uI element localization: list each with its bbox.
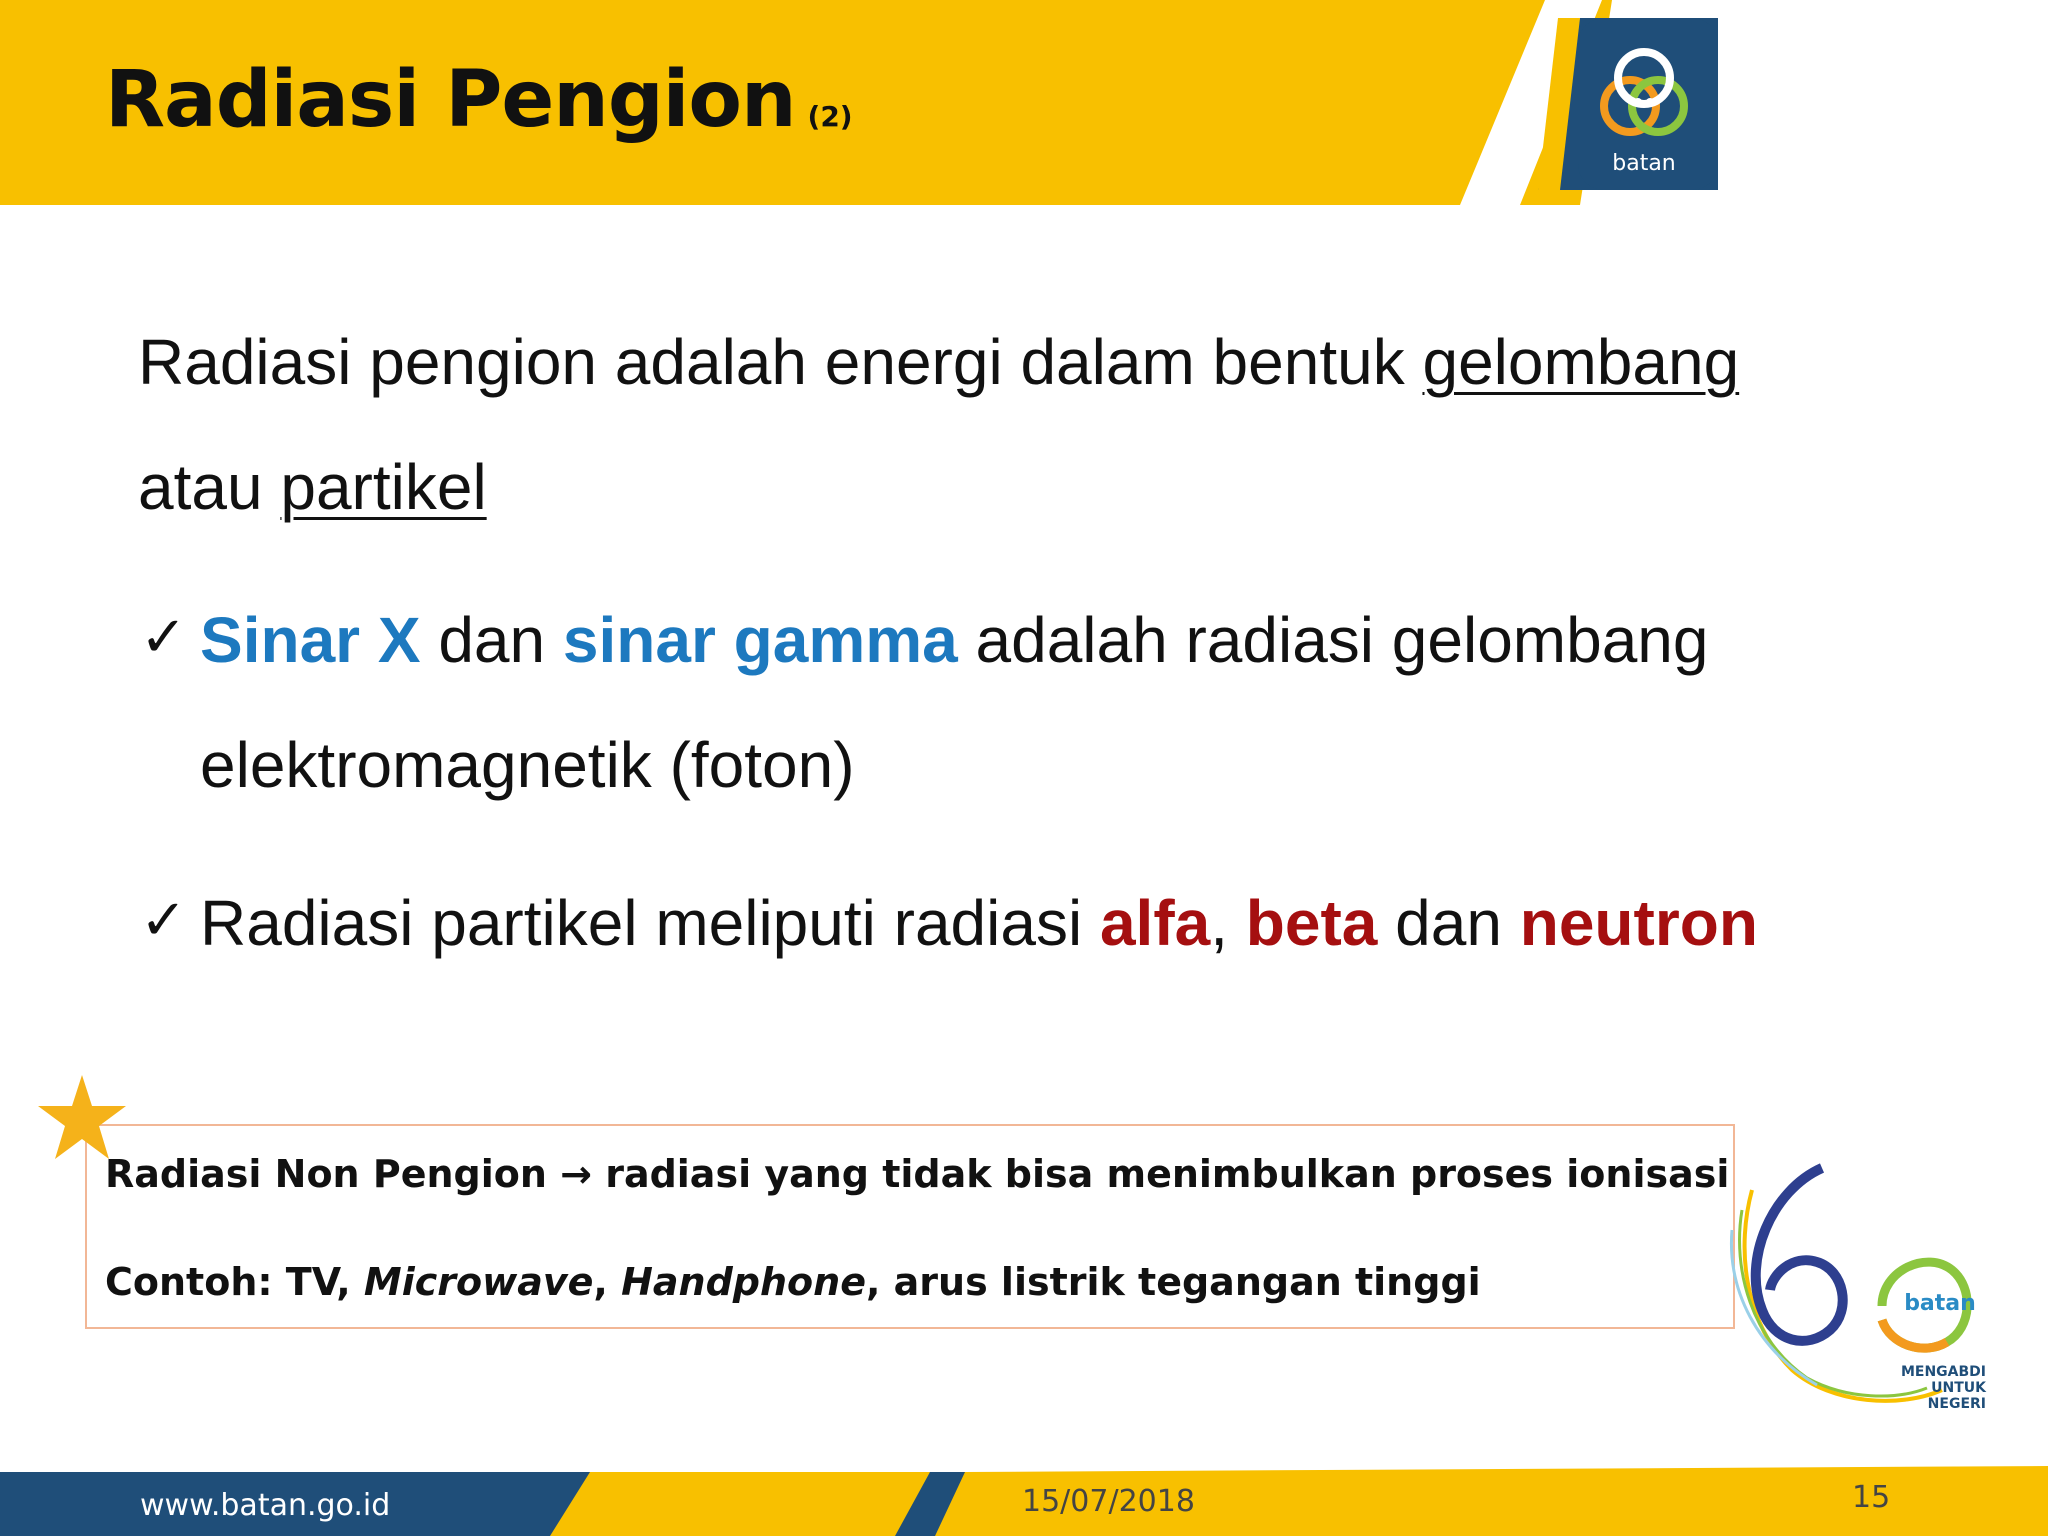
term-neutron: neutron [1519, 887, 1758, 959]
term-handphone: Handphone [621, 1260, 866, 1304]
bullet-2-text: Radiasi partikel meliputi radiasi [200, 887, 1100, 959]
intro-line-1 [138, 325, 1739, 399]
bullet-1-line-2: elektromagnetik (foton) [200, 729, 855, 801]
batan-logo-text: batan [1612, 151, 1676, 176]
slide-title [105, 55, 853, 145]
box-line-2-prefix: Contoh: TV, [105, 1260, 364, 1304]
anniversary-brand: batan [1904, 1291, 1976, 1316]
slide-title-text: Radiasi Pengion [105, 55, 796, 145]
term-gelombang: gelombang [1422, 326, 1740, 398]
box-line-2-suffix: , arus listrik tegangan tinggi [865, 1260, 1481, 1304]
bullet-1-line-1 [200, 603, 1708, 677]
intro-text-1: Radiasi pengion adalah energi dalam bentuk [138, 326, 1423, 398]
bullet-1-text-2: adalah radiasi gelombang [957, 604, 1709, 676]
term-microwave: Microwave [363, 1260, 594, 1304]
term-alfa: alfa [1099, 887, 1211, 959]
term-beta: beta [1245, 887, 1378, 959]
footer-date: 15/07/2018 [1022, 1484, 1195, 1519]
anniversary-line-1: MENGABDI [1900, 1364, 1986, 1380]
bullet-1-text: dan [420, 604, 563, 676]
batan-logo [1538, 18, 1718, 190]
star-icon [38, 1075, 126, 1159]
box-line-1: Radiasi Non Pengion → radiasi yang tidak bisa menimbulkan proses ionisasi [105, 1152, 1730, 1196]
footer-page-number: 15 [1852, 1480, 1891, 1515]
anniversary-line-2: UNTUK [1931, 1380, 1986, 1396]
check-icon: ✓ [140, 888, 187, 953]
intro-text-2: atau [138, 451, 281, 523]
intro-line-2 [138, 450, 487, 524]
term-sinar-gamma: sinar gamma [562, 604, 958, 676]
anniversary-60-logo [1712, 1150, 2012, 1420]
check-icon: ✓ [140, 605, 187, 670]
box-line-2 [105, 1260, 1481, 1304]
bullet-2 [200, 886, 1758, 960]
footer-website: www.batan.go.id [140, 1488, 391, 1523]
slide-title-suffix: (2) [807, 100, 853, 133]
bullet-2-sep: , [1210, 887, 1246, 959]
bullet-2-text-2: dan [1377, 887, 1520, 959]
box-line-2-sep: , [593, 1260, 622, 1304]
anniversary-line-3: NEGERI [1927, 1396, 1986, 1412]
term-partikel: partikel [280, 451, 487, 523]
term-sinar-x: Sinar X [200, 604, 421, 676]
